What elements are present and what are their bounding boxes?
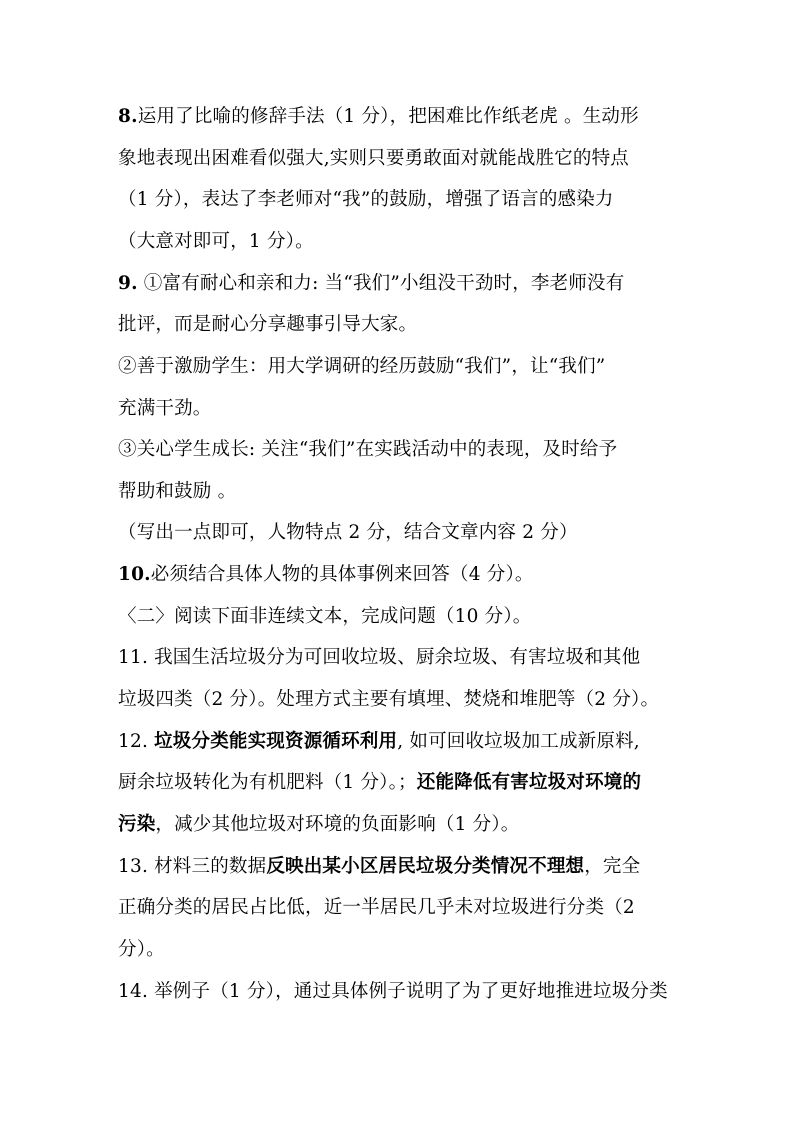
text-line [118,563,688,587]
text-segment: 批评，而是耐心分享趣事引导大家。 [118,314,418,335]
text-line [118,980,688,1004]
text-segment: 帮助和鼓励 。 [118,481,237,502]
text-line [118,771,688,795]
text-line [118,272,688,296]
text-line [118,147,688,171]
text-segment: , 如可回收垃圾加工成新原料, [397,731,640,752]
text-line [118,397,688,421]
bold-text-segment: 还能降低有害垃圾对环境的 [416,772,642,793]
text-segment: 垃圾四类（2 分）。处理方式主要有填埋、焚烧和堆肥等（2 分）。 [118,689,660,710]
bold-text-segment: 反映出某小区居民垃圾分类情况不理想 [266,856,585,877]
text-line [118,480,688,504]
text-line [118,230,688,254]
text-segment: ①富有耐心和亲和力: 当“我们”小组没干劲时，李老师没有 [137,273,625,294]
text-segment: 13. 材料三的数据 [118,856,267,877]
text-line [118,105,688,129]
text-segment: 运用了比喻的修辞手法（1 分），把困难比作纸老虎 。生动形 [137,106,639,127]
bold-text-segment: 8. [118,106,138,127]
text-line [118,896,688,920]
bold-text-segment: 污染 [118,814,156,835]
text-line [118,188,688,212]
text-segment: 厨余垃圾转化为有机肥料（1 分）。； [118,772,417,793]
text-line [118,688,688,712]
text-segment: ，减少其他垃圾对环境的负面影响（1 分）。 [155,814,520,835]
bold-text-segment: 垃圾分类能实现资源循环利用 [154,731,398,752]
text-line [118,521,688,545]
text-segment: （大意对即可，1 分）。 [118,231,314,252]
text-segment: 分）。 [118,939,165,960]
text-segment: ，完全 [584,856,641,877]
bold-text-segment: 10. [118,564,151,585]
text-line [118,438,688,462]
text-segment: ③关心学生成长: 关注“我们”在实践活动中的表现，及时给予 [118,439,618,460]
text-segment: （写出一点即可，人物特点 2 分，结合文章内容 2 分） [118,522,578,543]
text-segment: 充满干劲。 [118,398,212,419]
text-segment: ②善于激励学生：用大学调研的经历鼓励“我们”，让“我们” [118,356,606,377]
text-line [118,938,688,962]
text-line [118,855,688,879]
text-segment: （1 分），表达了李老师对“我”的鼓励，增强了语言的感染力 [118,189,614,210]
text-segment: 象地表现出困难看似强大,实则只要勇敢面对就能战胜它的特点 [118,148,629,169]
text-line [118,313,688,337]
text-line [118,646,688,670]
text-segment: 〈二〉阅读下面非连续文本，完成问题（10 分）。 [118,606,532,627]
bold-text-segment: 9. [118,273,138,294]
text-line [118,730,688,754]
text-line [118,813,688,837]
text-line [118,355,688,379]
text-line [118,605,688,629]
text-segment: 正确分类的居民占比低，近一半居民几乎未对垃圾进行分类（2 [118,897,635,918]
text-segment: 14. 举例子（1 分），通过具体例子说明了为了更好地推进垃圾分类 [118,981,668,1002]
text-segment: 12. [118,731,155,752]
text-segment: 必须结合具体人物的具体事例来回答（4 分）。 [150,564,534,585]
text-segment: 11. 我国生活垃圾分为可回收垃圾、厨余垃圾、有害垃圾和其他 [118,647,641,668]
